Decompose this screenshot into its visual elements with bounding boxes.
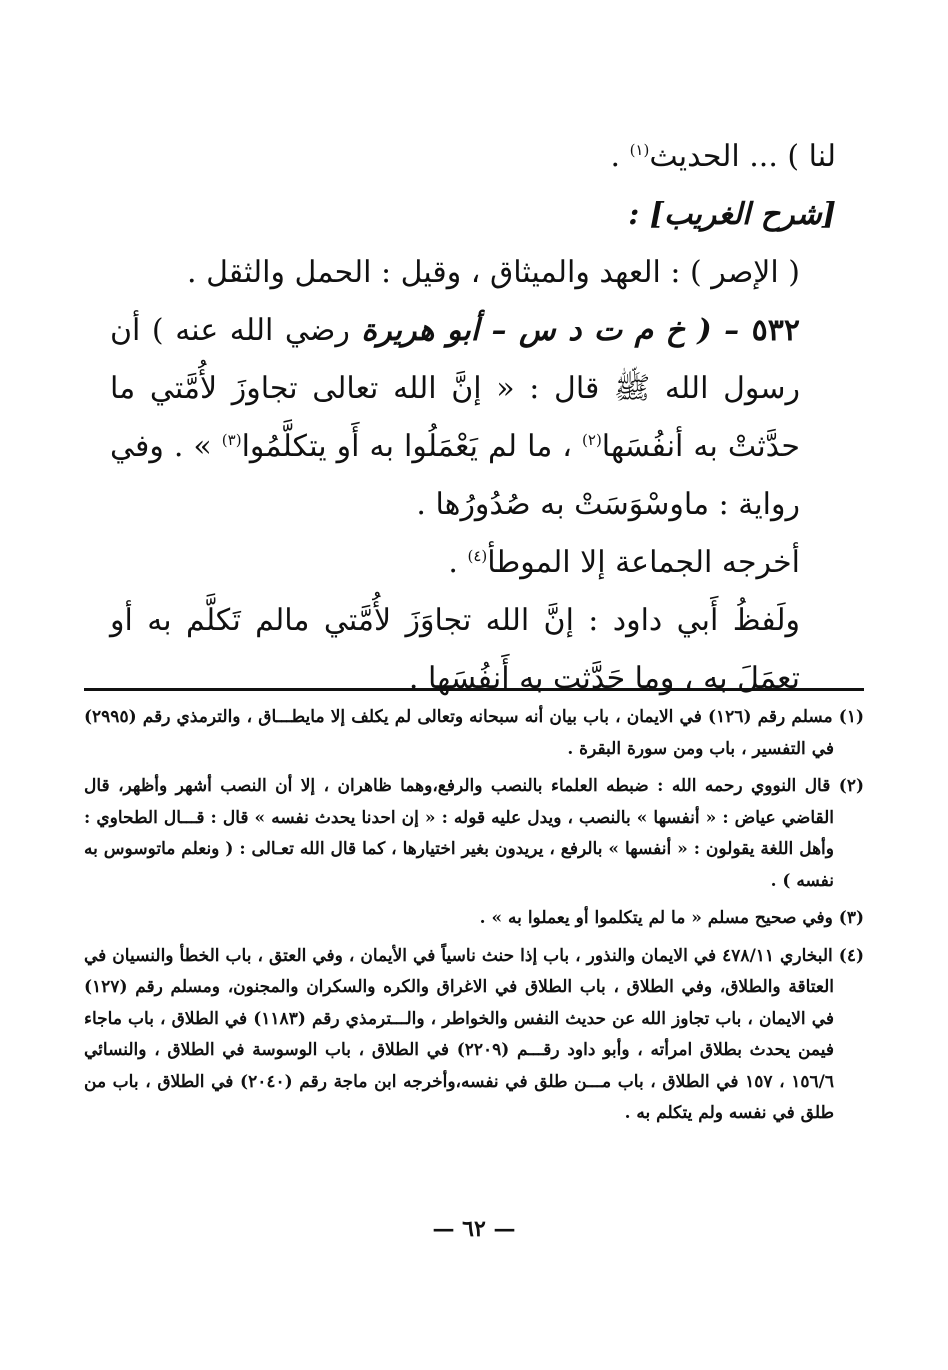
page-number: — ٦٢ — <box>432 1216 516 1242</box>
footnote-divider <box>84 688 864 691</box>
section-heading: [شرح الغريب] : <box>628 197 836 232</box>
continuation-end: . <box>610 139 630 174</box>
hadith-number: ٥٣٢ <box>751 313 800 348</box>
footnote-ref-1: (١) <box>629 141 650 159</box>
footnote-2: (٢) قال النووي رحمه الله : ضبطه العلماء بالنصب والرفع،وهما ظاهران ، إلا أن النصب أشهر وأظهر، قال القاضي عياض : « أنفسها » بالنصب ، ويدل عليه قوله : « إن احدنا يحدث نفسه » قال : قـــال الطحاوي : وأهل اللغة يقولون : « أنفسها » بالرفع ، يريدون بغير اختيارها ، كما قال الله تعـالى : ( ونعلم ماتوسوس به نفسه ) . <box>84 776 864 891</box>
hadith-paragraph <box>110 302 836 534</box>
takhrij-end: . <box>448 545 468 580</box>
footnote-ref-3: (٣) <box>221 431 242 449</box>
main-text <box>110 128 836 708</box>
footnote-1: (١) مسلم رقم (١٢٦) في الايمان ، باب بيان أنه سبحانه وتعالى لم يكلف إلا مايطـــاق ، والترمذي رقم (٢٩٩٥) في التفسير ، باب ومن سورة البقرة . <box>84 707 864 759</box>
hadith-narrator: أبو هريرة <box>361 313 480 348</box>
hadith-text-1: رضي الله عنه ) أن رسول الله ﷺ قال : « إنَّ الله تعالى تجاوزَ لأُمَّتي ما حدَّثتْ به أنفُسَها <box>110 313 800 464</box>
takhrij-text: أخرجه الجماعة إلا الموطأ <box>487 545 800 580</box>
hadith-text-3: » . وفي رواية : ماوسْوَسَتْ به صُدُورُها . <box>110 429 800 522</box>
continuation-line <box>110 128 836 186</box>
footnotes <box>84 702 864 1136</box>
footnote-ref-4: (٤) <box>467 547 488 565</box>
takhrij-line <box>110 534 836 592</box>
footnote-4: (٤) البخاري ٤٧٨/١١ في الايمان والنذور ، باب إذا حنث ناسياً في الأيمان ، وفي العتق ، باب الخطأ والنسيان في العتاقة والطلاق، وفي الطلاق ، باب الطلاق في الاغراق والكره والسكران والمجنون، ومسلم رقم (١٢٧) في الايمان ، باب تجاوز الله عن حديث النفس والخواطر ، والـــترمذي رقم (١١٨٣) في الطلاق ، باب ماجاء فيمن يحدث بطلاق امرأته ، وأبو داود رقـــم (٢٢٠٩) في الطلاق ، باب الوسوسة في الطلاق ، والنسائي ١٥٦/٦ ، ١٥٧ في الطلاق ، باب مـــن طلق في نفسه،وأخرجه ابن ماجة رقم (٢٠٤٠) في الطلاق ، باب من طلق في نفسه ولم يتكلم به . <box>84 945 864 1123</box>
hadith-text-2: ، ما لم يَعْمَلُوا به أَو يتكلَّمُوا <box>241 429 583 464</box>
isr-definition: ( الإصر ) : العهد والميثاق ، وقيل : الحمل والثقل . <box>187 255 800 290</box>
abudawud-paragraph: ولَفظُ أَبي داود : إنَّ الله تجاوَزَ لأُمَّتي مالم تَكلَّم به أو تعمَلَ به ، وما حَدَّثت به أَنفُسَها . <box>110 603 800 696</box>
hadith-sources: – ( خ م ت د س – <box>479 313 752 348</box>
continuation-text: لنا ) ... الحديث <box>649 139 836 174</box>
footnote-ref-2: (٢) <box>582 431 602 449</box>
footnote-3: (٣) وفي صحيح مسلم « ما لم يتكلموا أو يعملوا به » . <box>479 908 864 928</box>
